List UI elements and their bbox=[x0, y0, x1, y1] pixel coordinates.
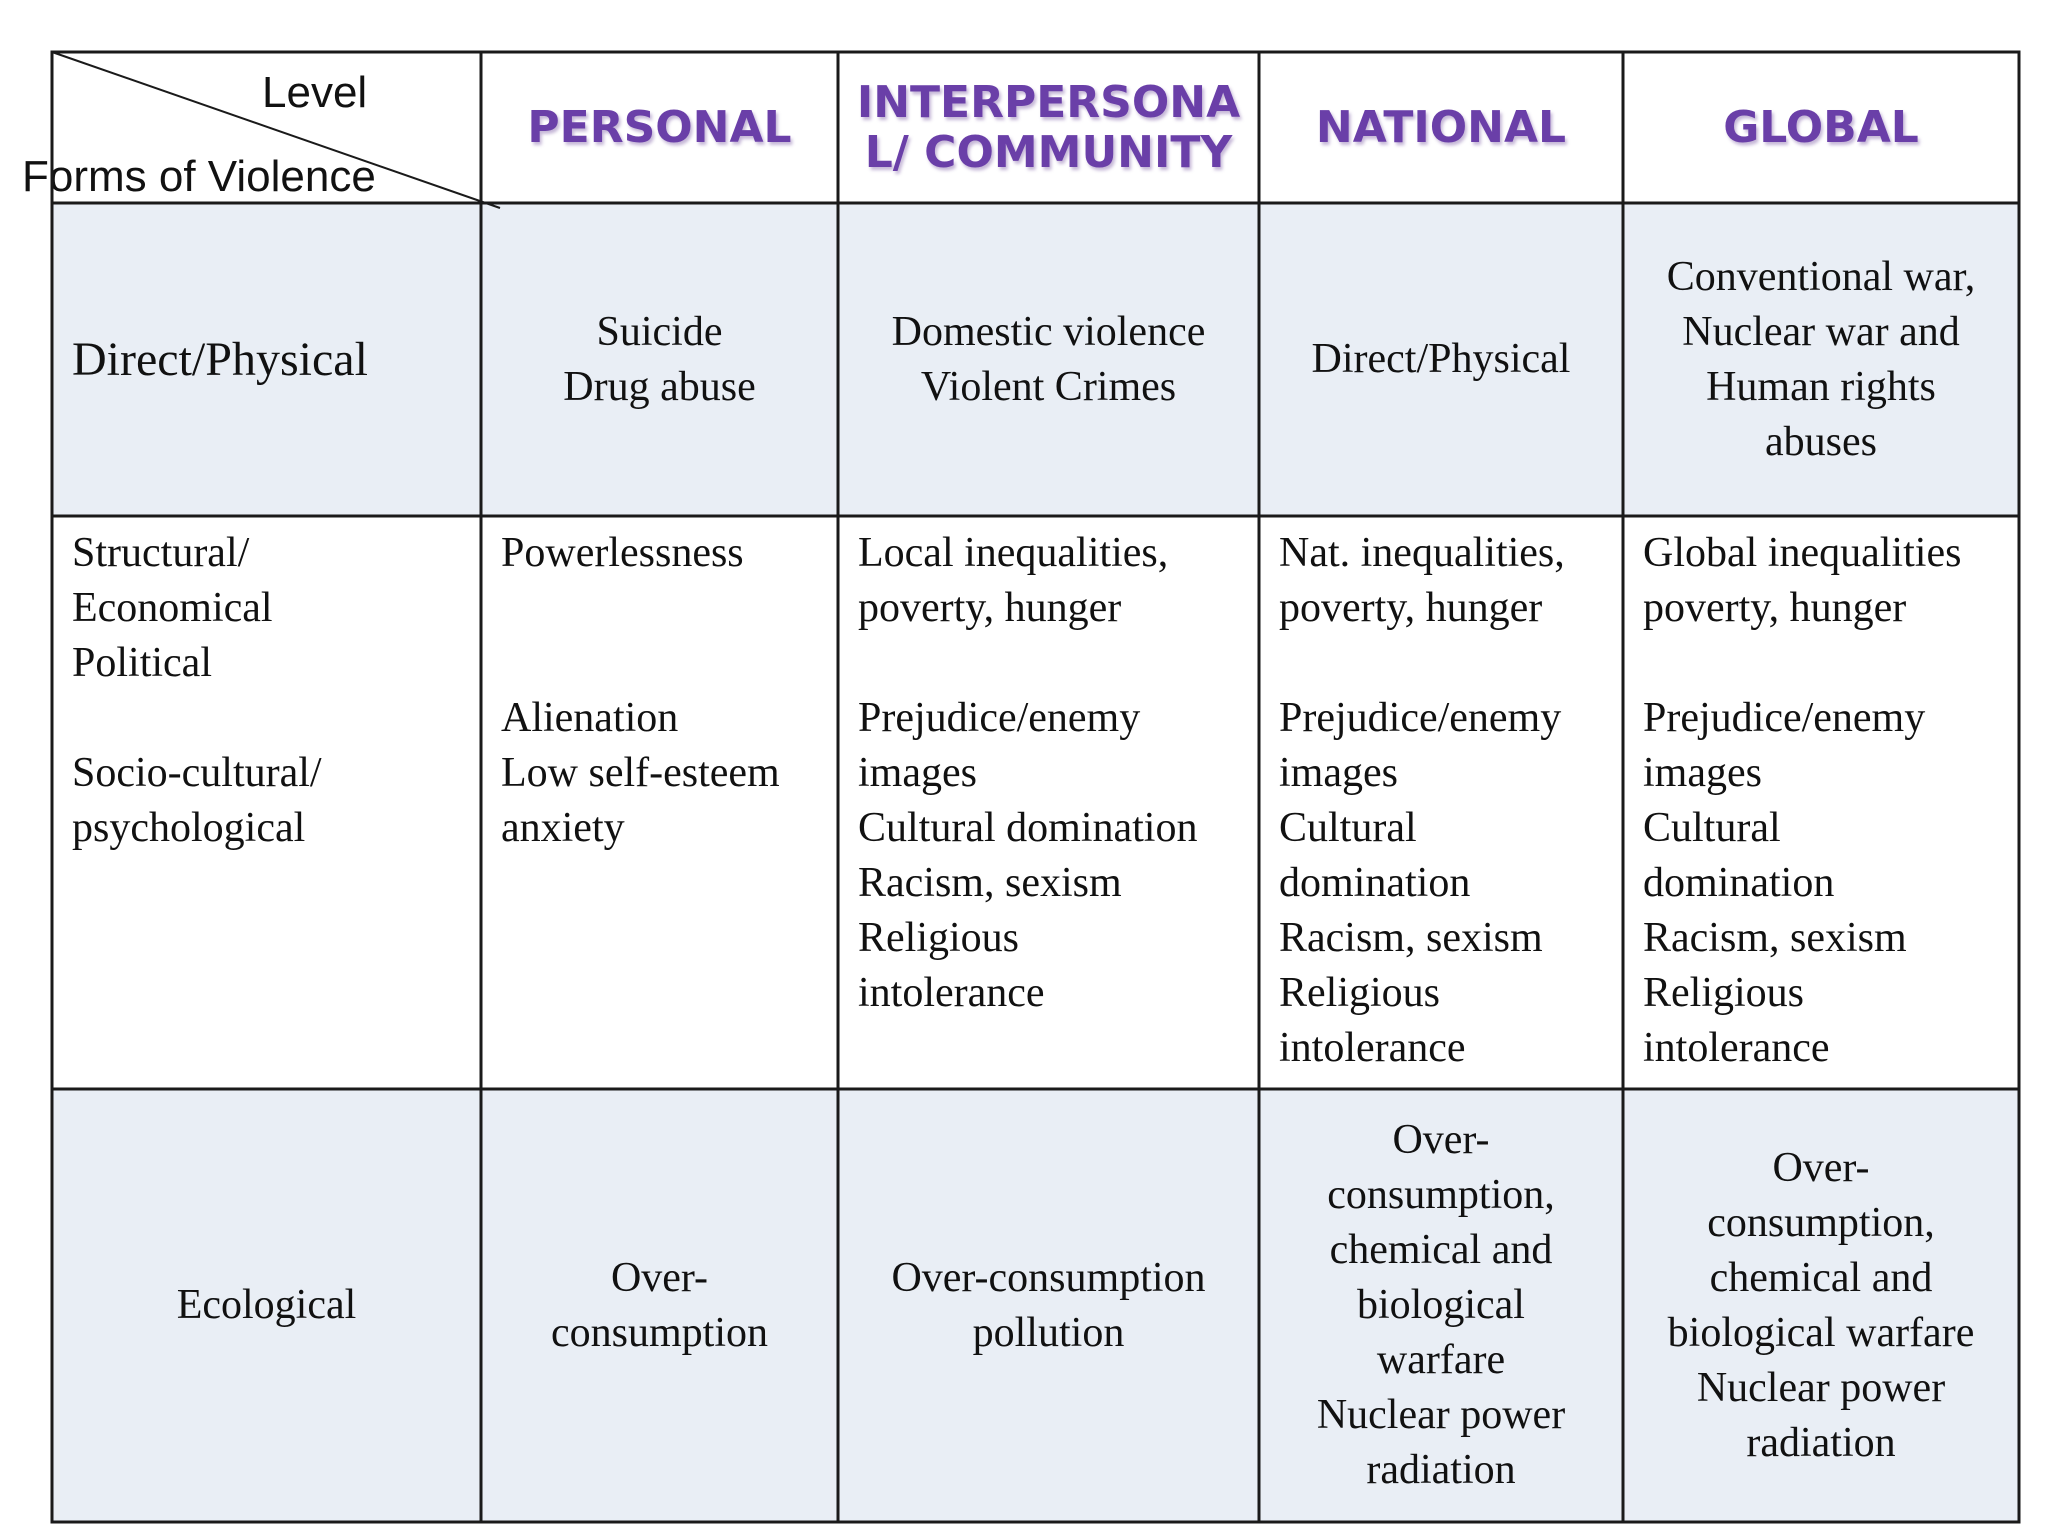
corner-level-label: Level bbox=[262, 68, 368, 117]
cell-structural-personal-text: Powerlessness Alienation Low self-esteem anxiety bbox=[501, 530, 780, 851]
corner-forms-label: Forms of Violence bbox=[22, 152, 376, 201]
col-header-national-label: NATIONAL bbox=[1315, 101, 1567, 153]
corner-diagonal bbox=[52, 52, 500, 208]
col-header-personal-label: PERSONAL bbox=[527, 101, 792, 153]
col-header-interpersonal-label: INTERPERSONA L/ COMMUNITY bbox=[856, 76, 1241, 178]
cell-direct-interpersonal-text: Domestic violence Violent Crimes bbox=[891, 308, 1206, 410]
col-header-global-label: GLOBAL bbox=[1723, 101, 1919, 153]
cell-structural-interpersonal-text: Local inequalities, poverty, hunger Prejudice/enemy images Cultural domination Racism, sexism Religious intolerance bbox=[858, 530, 1198, 1016]
cell-direct-personal-text: Suicide Drug abuse bbox=[563, 308, 756, 410]
cell-ecological-national-text: Over- consumption, chemical and biological warfare Nuclear power radiation bbox=[1316, 1117, 1566, 1493]
table-outer-border bbox=[52, 52, 2019, 1522]
cell-direct-global-text: Conventional war, Nuclear war and Human rights abuses bbox=[1666, 253, 1976, 465]
row-label-ecological-text: Ecological bbox=[176, 1282, 357, 1328]
cell-ecological-personal-text: Over- consumption bbox=[551, 1254, 768, 1356]
cell-structural-global-text: Global inequalities poverty, hunger Prejudice/enemy images Cultural domination Racism, sexism Religious intolerance bbox=[1643, 530, 1962, 1071]
row-label-direct-text: Direct/Physical bbox=[72, 333, 368, 386]
cell-direct-national-text: Direct/Physical bbox=[1311, 336, 1571, 382]
cell-ecological-interpersonal-text: Over-consumption pollution bbox=[891, 1254, 1206, 1356]
cell-ecological-global-text: Over- consumption, chemical and biological warfare Nuclear power radiation bbox=[1667, 1144, 1975, 1466]
row-label-structural-text: Structural/ Economical Political Socio-cultural/ psychological bbox=[72, 530, 322, 851]
cell-structural-national-text: Nat. inequalities, poverty, hunger Prejudice/enemy images Cultural domination Racism, sexism Religious intolerance bbox=[1279, 530, 1565, 1071]
